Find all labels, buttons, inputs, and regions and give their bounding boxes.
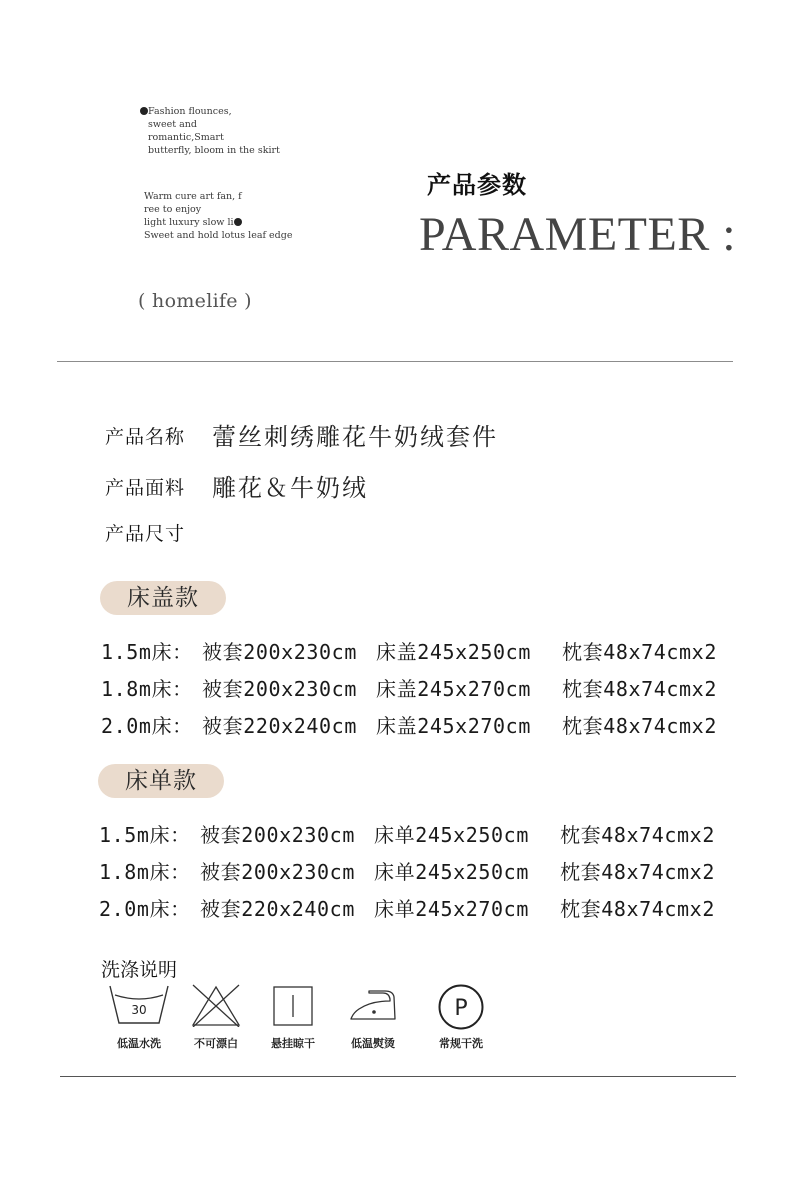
- pillow-size: 枕套48x74cmx2: [560, 823, 715, 847]
- duvet-size: 被套200x230cm: [200, 860, 355, 884]
- no-bleach-icon: [187, 983, 245, 1027]
- bullet-dot-icon: [234, 218, 242, 226]
- washing-instructions-title: 洗涤说明: [101, 959, 178, 981]
- poem-text: Fashion flounces,: [148, 106, 232, 117]
- bedspread-section-badge: 床盖款: [100, 581, 226, 615]
- product-size-label: 产品尺寸: [105, 523, 186, 545]
- spec-row: [0, 636, 790, 662]
- pillow-size: 枕套48x74cmx2: [560, 860, 715, 884]
- sheet-size: 床单245x250cm: [374, 860, 529, 884]
- section-title-cn: 产品参数: [427, 171, 527, 199]
- bed-size: 1.8m床：: [99, 860, 191, 884]
- spec-row: [0, 893, 790, 919]
- poem-line: ree to enjoy: [144, 204, 202, 215]
- wash-temp-number: 30: [131, 1003, 147, 1017]
- duvet-size: 被套200x230cm: [202, 640, 357, 664]
- sheet-size: 床单245x250cm: [374, 823, 529, 847]
- poem-line: romantic,Smart: [148, 132, 224, 143]
- cover-size: 床盖245x270cm: [376, 677, 531, 701]
- poem-line: [140, 105, 280, 118]
- product-name-label: 产品名称: [105, 426, 186, 448]
- poem-block-1: [140, 105, 280, 157]
- poem-line: butterfly, bloom in the skirt: [148, 145, 280, 156]
- product-material-label: 产品面料: [105, 477, 186, 499]
- poem-line: Warm cure art fan, f: [144, 191, 242, 202]
- poem-line: sweet and: [148, 119, 197, 130]
- poem-line: [144, 216, 292, 229]
- dry-clean-icon: [436, 983, 486, 1031]
- wash-item-iron-low: [342, 983, 404, 1051]
- dry-clean-letter: P: [454, 996, 468, 1021]
- wash-item-dry-clean: [430, 983, 492, 1051]
- section-title-en: PARAMETER :: [419, 208, 737, 261]
- iron-low-icon: [347, 983, 399, 1027]
- spec-row: [0, 856, 790, 882]
- spec-row: [0, 710, 790, 736]
- pillow-size: 枕套48x74cmx2: [562, 640, 717, 664]
- product-name-value: 蕾丝刺绣雕花牛奶绒套件: [212, 423, 498, 451]
- wash-tub-icon: [107, 983, 171, 1027]
- bullet-dot-icon: [140, 107, 148, 115]
- divider: [57, 361, 733, 362]
- poem-line: Sweet and hold lotus leaf edge: [144, 230, 293, 241]
- wash-item-low-temp: [106, 983, 172, 1051]
- pillow-size: 枕套48x74cmx2: [562, 714, 717, 738]
- bed-size: 1.5m床：: [101, 640, 193, 664]
- poem-text: light luxury slow li: [144, 217, 234, 228]
- hang-dry-icon: [271, 983, 315, 1027]
- pillow-size: 枕套48x74cmx2: [560, 897, 715, 921]
- wash-label: 不可漂白: [194, 1037, 238, 1050]
- spec-row: [0, 673, 790, 699]
- duvet-size: 被套220x240cm: [200, 897, 355, 921]
- poem-block-2: [144, 190, 292, 242]
- wash-label: 低温水洗: [117, 1037, 161, 1050]
- bed-size: 2.0m床：: [101, 714, 193, 738]
- cover-size: 床盖245x250cm: [376, 640, 531, 664]
- duvet-size: 被套220x240cm: [202, 714, 357, 738]
- wash-label: 悬挂晾干: [271, 1037, 315, 1050]
- bed-size: 2.0m床：: [99, 897, 191, 921]
- homelife-tagline: ( homelife ): [138, 290, 252, 312]
- cover-size: 床盖245x270cm: [376, 714, 531, 738]
- wash-label: 常规干洗: [439, 1037, 483, 1050]
- duvet-size: 被套200x230cm: [202, 677, 357, 701]
- wash-item-hang-dry: [262, 983, 324, 1051]
- wash-item-no-bleach: [186, 983, 246, 1051]
- spec-row: [0, 819, 790, 845]
- divider: [60, 1076, 736, 1077]
- bed-size: 1.8m床：: [101, 677, 193, 701]
- sheet-size: 床单245x270cm: [374, 897, 529, 921]
- bed-size: 1.5m床：: [99, 823, 191, 847]
- pillow-size: 枕套48x74cmx2: [562, 677, 717, 701]
- sheet-section-badge: 床单款: [98, 764, 224, 798]
- duvet-size: 被套200x230cm: [200, 823, 355, 847]
- product-material-value: 雕花＆牛奶绒: [212, 474, 368, 502]
- wash-label: 低温熨烫: [351, 1037, 395, 1050]
